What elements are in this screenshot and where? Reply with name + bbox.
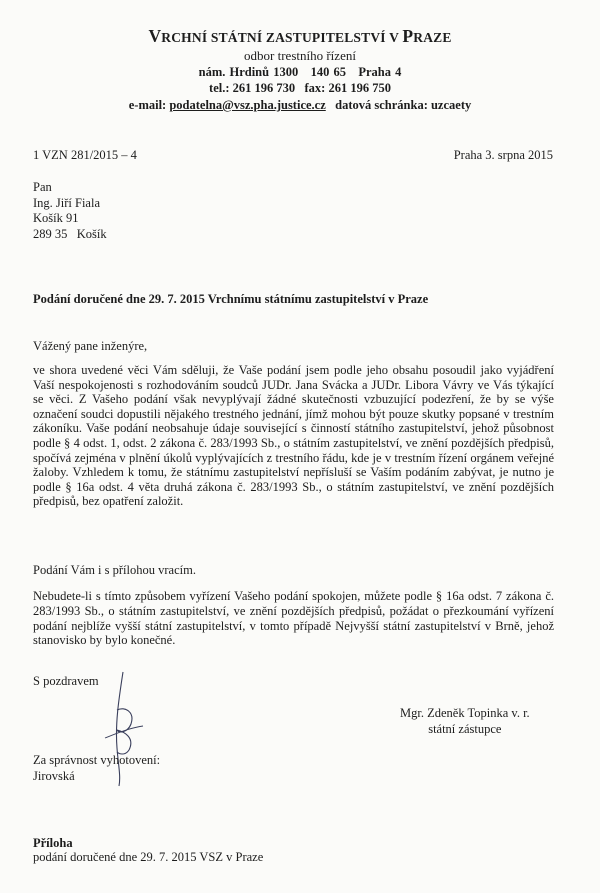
- greeting: Vážený pane inženýre,: [33, 339, 148, 353]
- letter-date: Praha 3. srpna 2015: [453, 148, 553, 162]
- body-paragraph-1: ve shora uvedené věci Vám sděluji, že Vaše podání jsem podle jeho obsahu posoudil jako vyjádření Vaší nespokojenosti s rozhodováním soudců JUDr. Jana Svácka a JUDr. Libora Vávry ve Vás týkající se věci. Z Vašeho podání však nevyplývají žádné skutečnosti vzbuzující podezření, že by se výše označení soudci dopustili nějakého trestného jednání, jímž mohou být pouze skutky popsané v trestním zákoníku. Vaše podání neobsahuje údaje související s činností státního zastupitelství, jehož působnost podle § 4 odst. 1, odst. 2 zákona č. 283/1993 Sb., o státním zastupitelství, ve znění pozdějších předpisů, spočívá zejména v plnění úkolů vyplývajících z trestního řádu, kde je v trestním řízení orgánem veřejné žaloby. Vzhledem k tomu, že státnímu zastupitelství nepřísluší se Vaším podáním zabývat, je nutno je podle § 16a odst. 4 věta druhá zákona č. 283/1993 Sb., o státním zastupitelství, ve znění pozdějších předpisů, bez opatření založit.: [33, 363, 554, 509]
- email-link[interactable]: podatelna@vsz.pha.justice.cz: [169, 98, 326, 112]
- recipient-salutation: Pan: [33, 180, 52, 194]
- signer-block: [400, 706, 530, 737]
- recipient-address: [33, 180, 107, 242]
- letterhead-title: VRCHNÍ STÁTNÍ ZASTUPITELSTVÍ V PRAZE: [148, 26, 452, 46]
- letterhead-address: nám. Hrdinů 1300 140 65 Praha 4: [198, 65, 402, 79]
- closing: S pozdravem: [33, 674, 99, 688]
- attachment-heading: Příloha: [33, 836, 73, 850]
- verification-name: Jirovská: [33, 768, 75, 783]
- recipient-street: Košík 91: [33, 211, 79, 225]
- attachment-text: podání doručené dne 29. 7. 2015 VSZ v Praze: [33, 850, 264, 864]
- letter-subject: Podání doručené dne 29. 7. 2015 Vrchnímu státnímu zastupitelství v Praze: [33, 292, 429, 306]
- body-paragraph-3: Nebudete-li s tímto způsobem vyřízení Vašeho podání spokojen, můžete podle § 16a odst. 7 zákona č. 283/1993 Sb., o státním zastupitelství, ve znění pozdějších předpisů, požádat o přezkoumání vyřízení podání nejblíže vyšší státní zastupitelství, v tomto případě Nejvyšší státní zastupitelství v Brně, jehož stanovisko by bylo konečné.: [33, 589, 554, 648]
- signer-name: Mgr. Zdeněk Topinka v. r.: [400, 706, 530, 720]
- letterhead-phones: tel.: 261 196 730 fax: 261 196 750: [209, 81, 391, 95]
- verification-block: [33, 753, 160, 784]
- reference-number: 1 VZN 281/2015 – 4: [33, 148, 137, 162]
- recipient-name: Ing. Jiří Fiala: [33, 195, 101, 210]
- letterhead-email-line: e-mail: podatelna@vsz.pha.justice.cz datová schránka: uzcaety: [128, 98, 472, 112]
- body-paragraph-2: Podání Vám i s přílohou vracím.: [33, 563, 196, 577]
- signer-role: státní zástupce: [428, 721, 502, 736]
- letterhead-department: odbor trestního řízení: [244, 48, 356, 63]
- recipient-city: 289 35 Košík: [33, 226, 107, 241]
- verification-label: Za správnost vyhotovení:: [33, 753, 161, 767]
